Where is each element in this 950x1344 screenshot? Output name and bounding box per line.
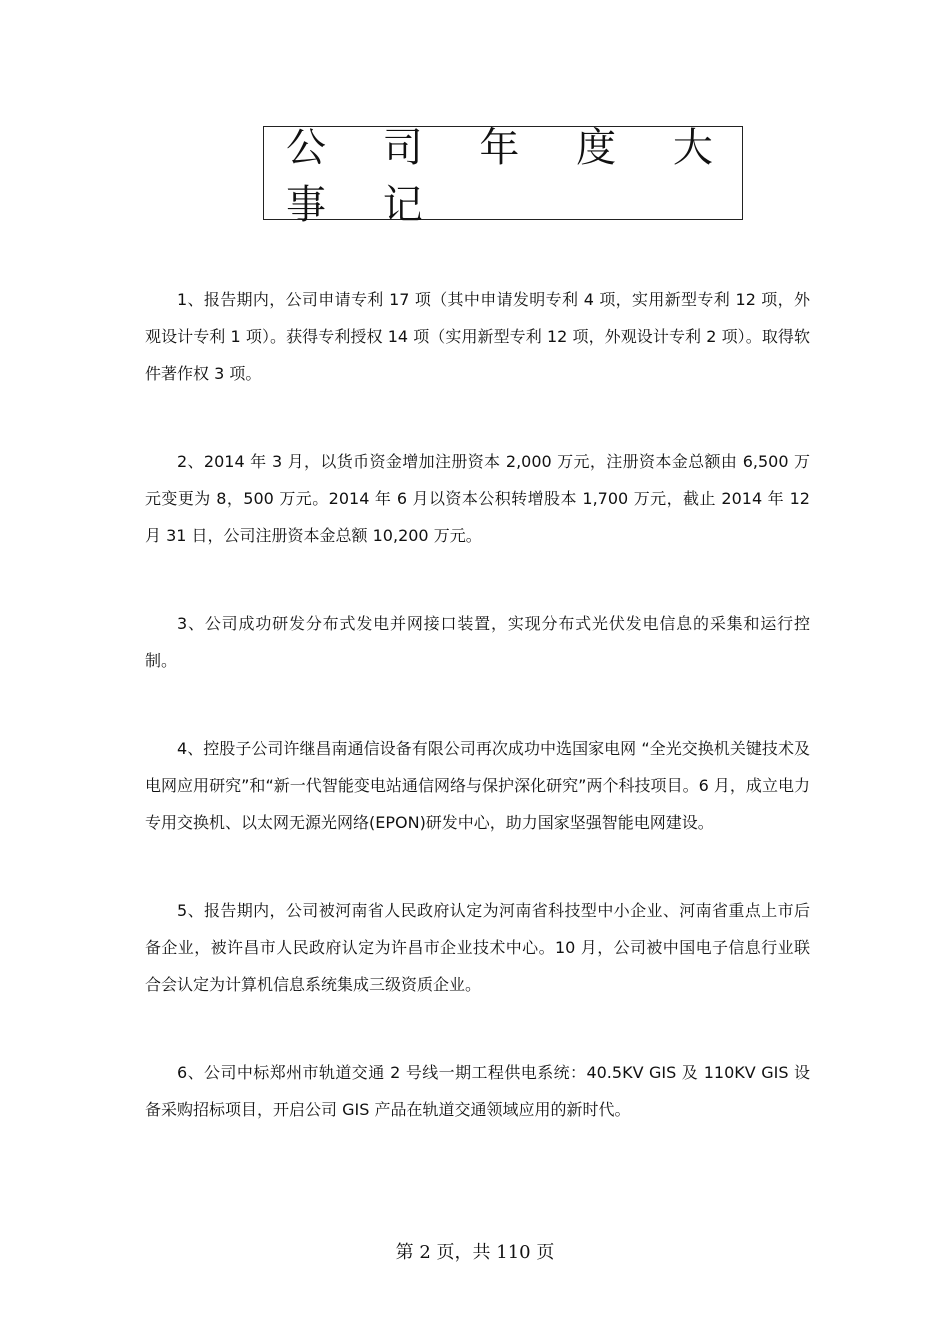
- paragraph-2: 2、2014 年 3 月，以货币资金增加注册资本 2,000 万元，注册资本金总额由 6,500 万元变更为 8，500 万元。2014 年 6 月以资本公积转增股本 1,700 万元，截止 2014 年 12 月 31 日，公司注册资本金总额 10,200 万元。: [145, 452, 810, 545]
- page-number: 第 2 页，共 110 页: [395, 1242, 555, 1263]
- document-body: [145, 281, 810, 1179]
- page-title: 公 司 年 度 大 事 记: [286, 125, 735, 228]
- title-box: [263, 125, 743, 228]
- paragraph-3: 3、公司成功研发分布式发电并网接口装置，实现分布式光伏发电信息的采集和运行控制。: [145, 614, 810, 670]
- paragraph-5: 5、报告期内，公司被河南省人民政府认定为河南省科技型中小企业、河南省重点上市后备企业，被许昌市人民政府认定为许昌市企业技术中心。10 月，公司被中国电子信息行业联合会认定为计算机信息系统集成三级资质企业。: [145, 901, 810, 994]
- paragraph-1: 1、报告期内，公司申请专利 17 项（其中申请发明专利 4 项，实用新型专利 12 项，外观设计专利 1 项）。获得专利授权 14 项（实用新型专利 12 项，外观设计专利 2 项）。取得软件著作权 3 项。: [145, 290, 810, 383]
- paragraph-6: 6、公司中标郑州市轨道交通 2 号线一期工程供电系统：40.5KV GIS 及 110KV GIS 设备采购招标项目，开启公司 GIS 产品在轨道交通领域应用的新时代。: [145, 1063, 810, 1119]
- paragraph-4: 4、控股子公司许继昌南通信设备有限公司再次成功中选国家电网 “全光交换机关键技术及电网应用研究”和“新一代智能变电站通信网络与保护深化研究”两个科技项目。6 月，成立电力专用交换机、以太网无源光网络(EPON)研发中心，助力国家坚强智能电网建设。: [145, 739, 810, 832]
